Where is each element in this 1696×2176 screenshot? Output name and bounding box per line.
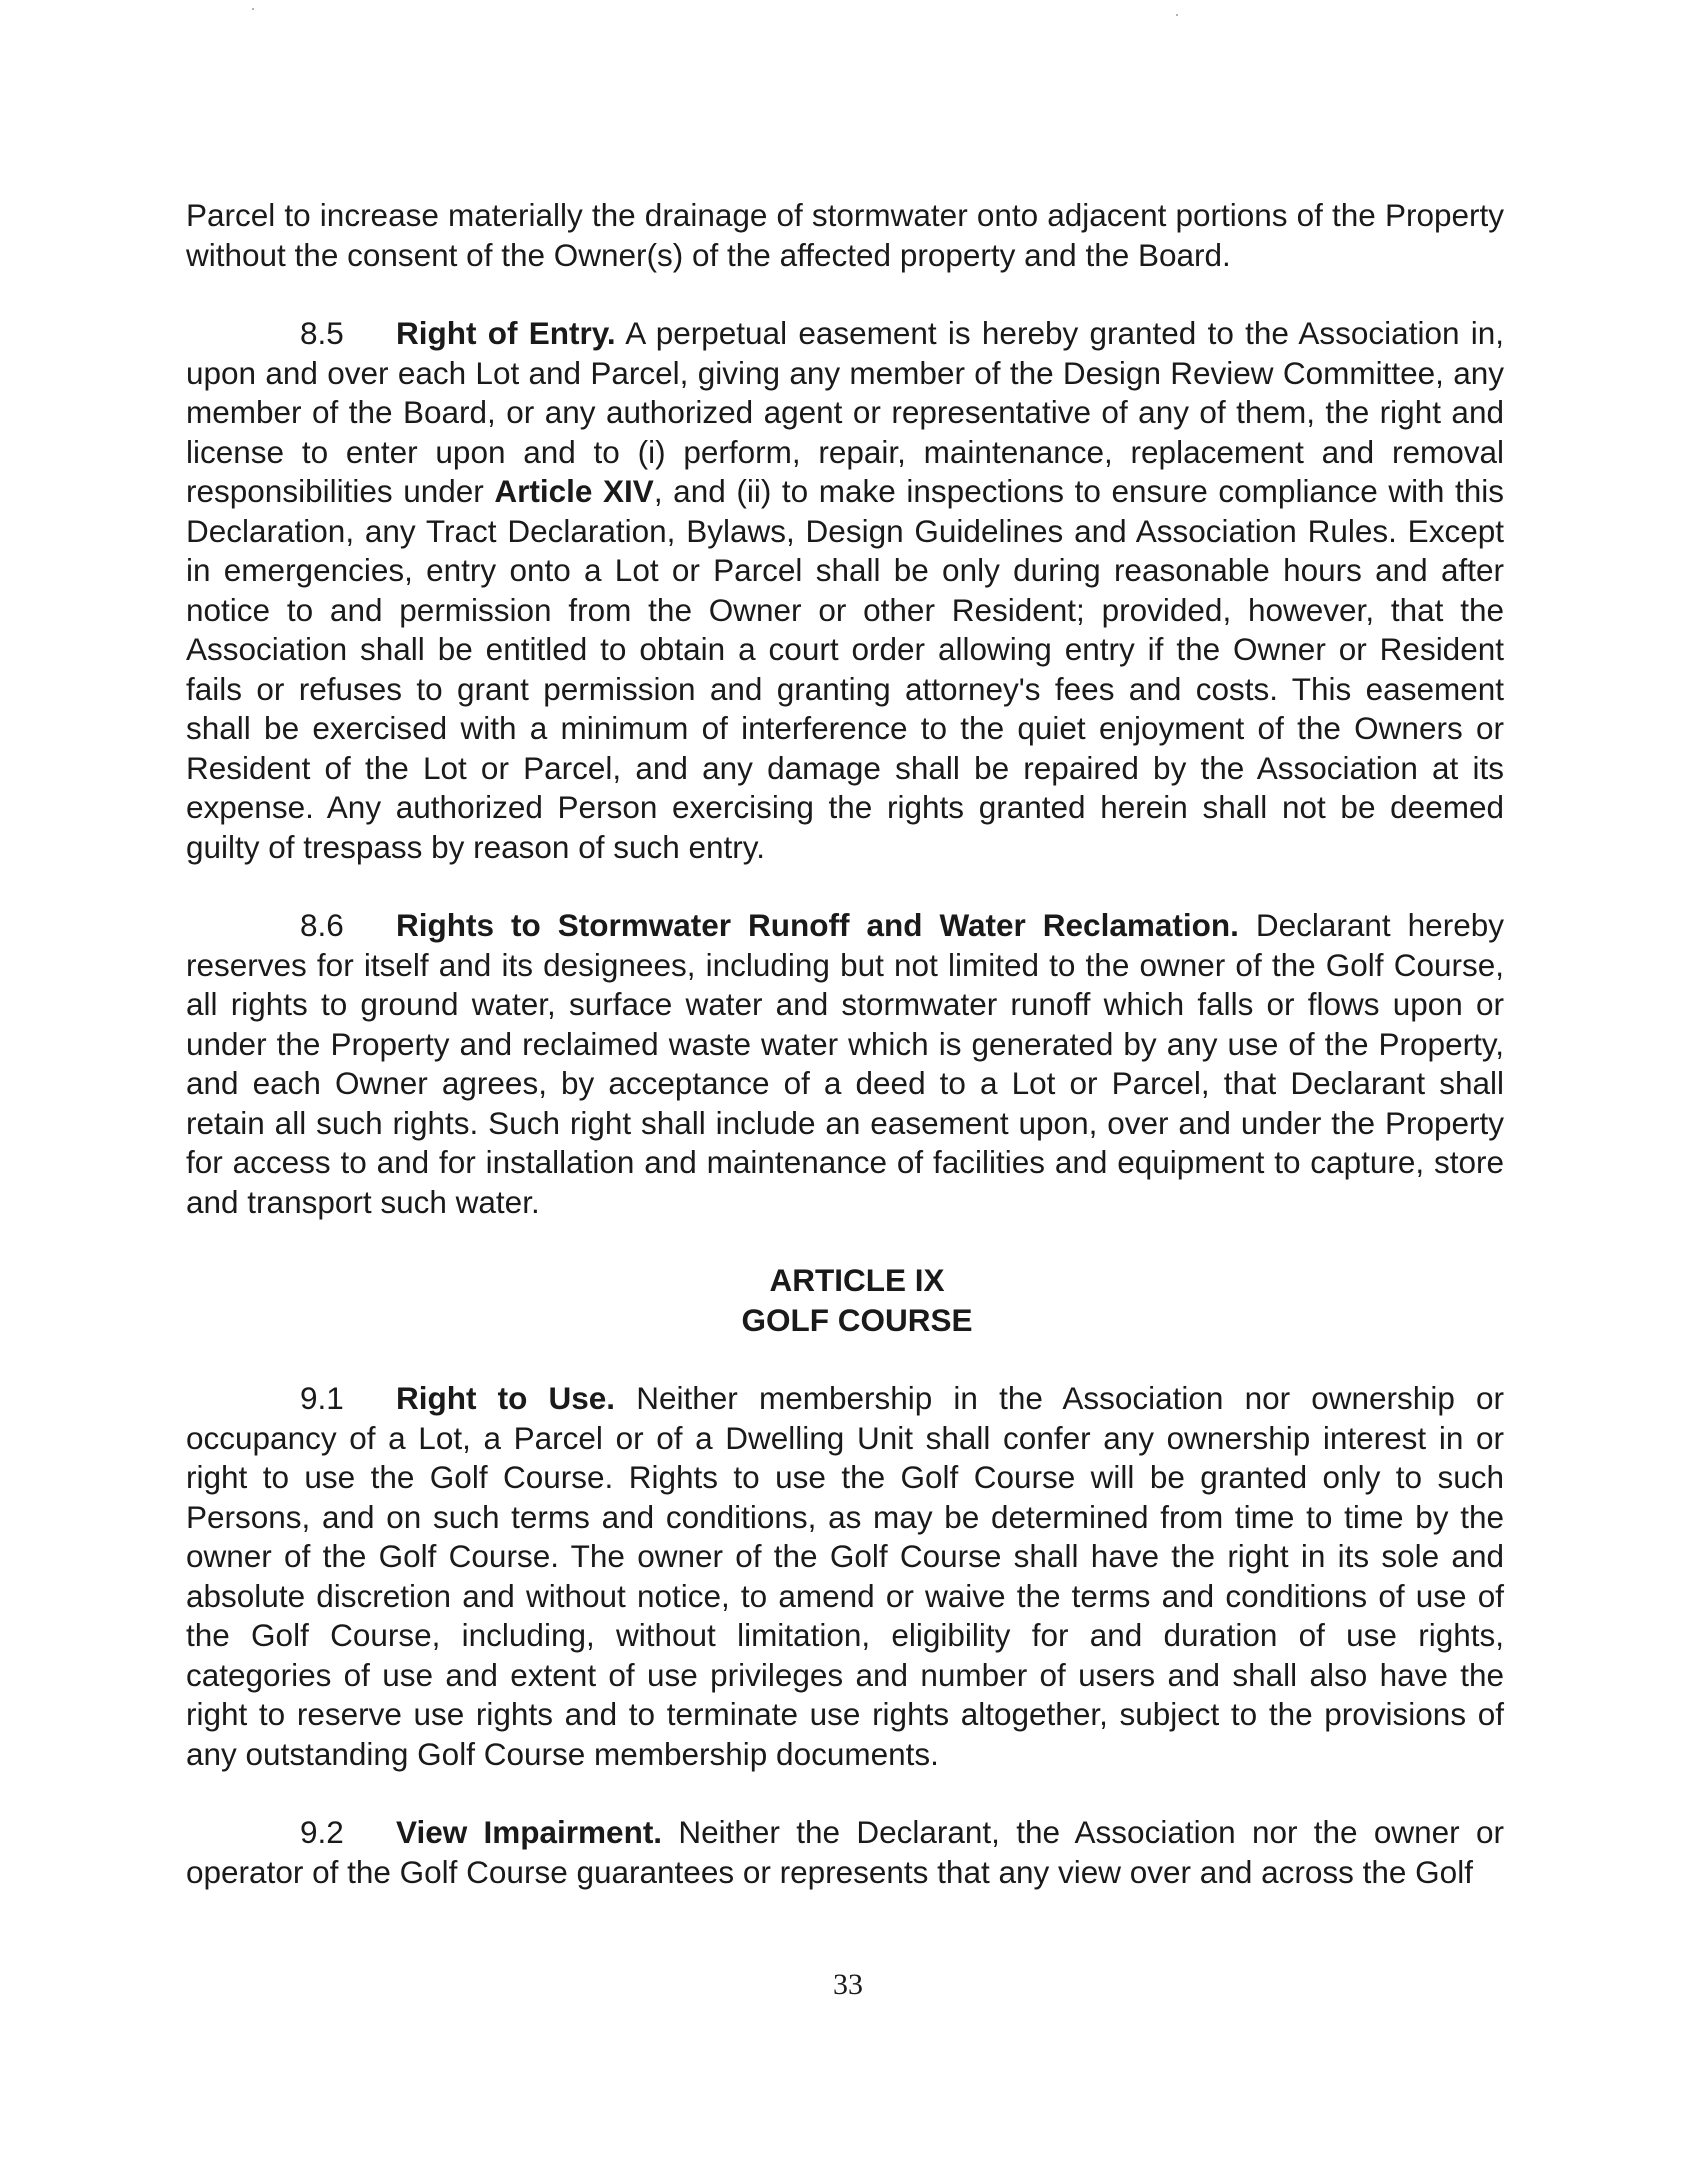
section-number: 9.1 (300, 1380, 344, 1416)
section-9-1 (186, 1379, 1504, 1774)
page-body (186, 196, 1504, 1931)
section-9-2 (186, 1813, 1504, 1892)
section-text: Declarant hereby reserves for itself and its designees, including but not limited to the owner of the Golf Course, all rights to ground water, surface water and stormwater runoff which falls or flows upon or under the Property and reclaimed waste water which is generated by any use of the Property, and each Owner agrees, by acceptance of a deed to a Lot or Parcel, that Declarant shall retain all such rights. Such right shall include an easement upon, over and under the Property for access to and for installation and maintenance of facilities and equipment to capture, store and transport such water. (186, 907, 1504, 1220)
scan-speck (252, 8, 254, 10)
article-title: GOLF COURSE (741, 1301, 973, 1338)
section-number: 8.5 (300, 315, 344, 351)
section-8-6 (186, 906, 1504, 1222)
section-number: 9.2 (300, 1814, 344, 1850)
article-number: ARTICLE IX (769, 1262, 945, 1298)
section-text: A perpetual easement is hereby granted to the Association in, upon and over each Lot and Parcel, giving any member of the Design Review Committee, any member of the Board, or any authorized agent or representative of any of them, the right and license to enter upon and to (i) perform, repair, maintenance, replacement and removal responsibilities under (186, 315, 1505, 509)
section-text: Neither the Declarant, the Association nor the owner or operator of the Golf Course guarantees or represents that any view over and across the Golf (186, 1814, 1504, 1890)
section-title: Rights to Stormwater Runoff and Water Reclamation. (396, 907, 1239, 943)
section-8-5 (186, 314, 1504, 867)
article-reference: Article XIV (494, 473, 654, 509)
continuation-paragraph: Parcel to increase materially the drainage of stormwater onto adjacent portions of the Property without the consent of the Owner(s) of the affected property and the Board. (186, 197, 1504, 273)
section-title: View Impairment. (396, 1814, 663, 1850)
section-title: Right to Use. (396, 1380, 616, 1416)
scan-speck (1176, 14, 1178, 16)
section-text-continued: , and (ii) to make inspections to ensure compliance with this Declaration, any Tract Declaration, Bylaws, Design Guidelines and Association Rules. Except in emergencies, entry onto a Lot or Parcel shall be only during reasonable hours and after notice to and permission from the Owner or other Resident; provided, however, that the Association shall be entitled to obtain a court order allowing entry if the Owner or Resident fails or refuses to grant permission and granting attorney's fees and costs. This easement shall be exercised with a minimum of interference to the quiet enjoyment of the Owners or Resident of the Lot or Parcel, and any damage shall be repaired by the Association at its expense. Any authorized Person exercising the rights granted herein shall not be deemed guilty of trespass by reason of such entry. (186, 473, 1504, 865)
section-title: Right of Entry. (396, 315, 616, 351)
article-heading (186, 1261, 1504, 1340)
section-number: 8.6 (300, 907, 344, 943)
section-text: Neither membership in the Association nor ownership or occupancy of a Lot, a Parcel or of a Dwelling Unit shall confer any ownership interest in or right to use the Golf Course. Rights to use the Golf Course will be granted only to such Persons, and on such terms and conditions, as may be determined from time to time by the owner of the Golf Course. The owner of the Golf Course shall have the right in its sole and absolute discretion and without notice, to amend or waive the terms and conditions of use of the Golf Course, including, without limitation, eligibility for and duration of use rights, categories of use and extent of use privileges and number of users and shall also have the right to reserve use rights and to terminate use rights altogether, subject to the provisions of any outstanding Golf Course membership documents. (186, 1380, 1505, 1772)
page-number: 33 (833, 1968, 863, 2001)
